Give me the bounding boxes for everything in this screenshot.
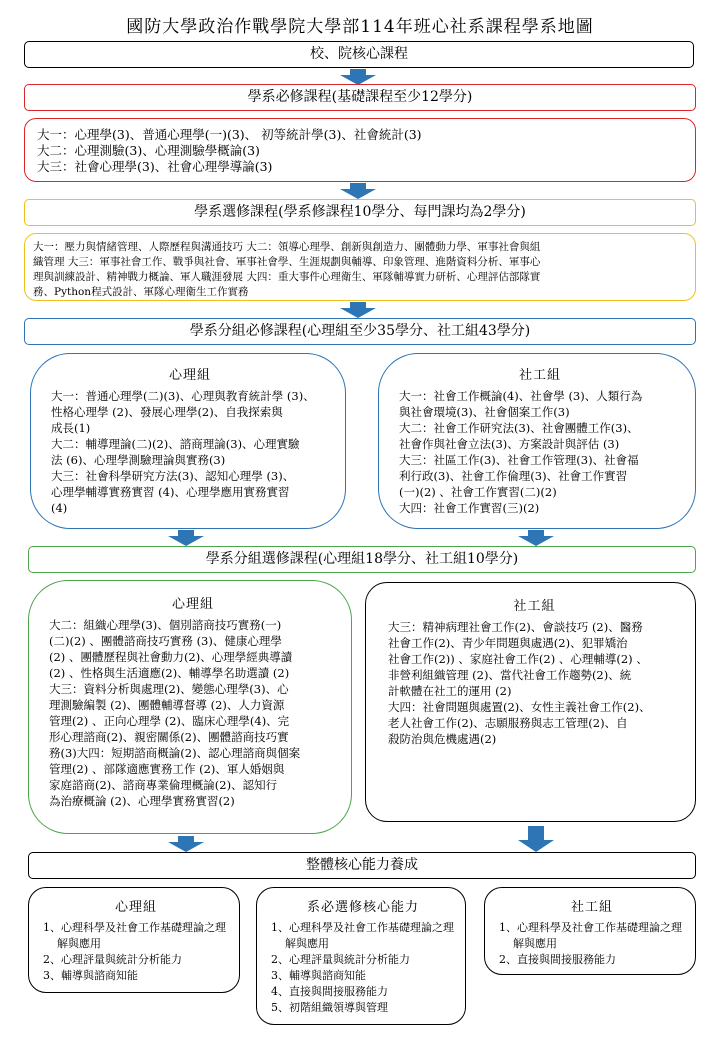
group-required-social-line: (一)(2) 、社會工作實習(二)(2) (399, 485, 557, 499)
down-arrow-icon (340, 302, 376, 318)
core-ability-middle-item: 1、心理科學及社會工作基礎理論之理解與應用 (271, 921, 454, 950)
core-ability-social-item: 1、心理科學及社會工作基礎理論之理解與應用 (499, 921, 682, 950)
core-ability-psych-item: 2、心理評量與統計分析能力 (43, 953, 182, 966)
core-ability-psych-item: 1、心理科學及社會工作基礎理論之理解與應用 (43, 921, 226, 950)
core-ability-bar: 整體核心能力養成 (28, 852, 696, 879)
down-arrow-icon (340, 69, 376, 85)
group-elective-psych-line: 務(3)大四：短期諮商概論(2)、認心理諮商與個案 (49, 746, 301, 760)
school-core-bar: 校、院核心課程 (24, 41, 694, 68)
group-required-psych-line: 心理學輔導實務實習 (4)、心理學應用實務實習 (51, 485, 290, 499)
elective-line-4: 務、Python程式設計、軍隊心理衛生工作實務 (33, 286, 249, 298)
group-elective-social-line: 非營利組織管理 (2)、當代社會工作趨勢(2)、統 (388, 668, 632, 682)
core-ability-psych-item: 3、輔導與諮商知能 (43, 969, 138, 982)
down-arrow-icon (340, 183, 376, 199)
core-ability-social-box (484, 887, 696, 975)
group-required-social-title: 社工組 (518, 368, 561, 383)
group-required-social-line: 與社會環境(3)、社會個案工作(3) (399, 405, 570, 419)
group-required-social-line: 利行政(3)、社會工作倫理(3)、社會工作實習 (399, 469, 628, 483)
down-arrow-icon (518, 530, 554, 546)
core-ability-middle-item: 2、心理評量與統計分析能力 (271, 953, 410, 966)
group-elective-social-line: 殺防治與危機處遇(2) (388, 732, 497, 746)
group-required-social-line: 大四：社會工作實習(三)(2) (399, 501, 540, 515)
elective-line-2: 織管理 大三：軍事社會工作、戰爭與社會、軍事社會學、生涯規劃與輔導、印象管理、進階資料分析、軍事心 (33, 256, 541, 268)
group-required-social-box (378, 353, 696, 529)
elective-courses-bar: 學系選修課程(學系修課程10學分、每門課均為2學分) (24, 199, 696, 226)
core-ability-middle-item: 5、初階組織領導與管理 (271, 1001, 388, 1014)
required-courses-box (24, 118, 696, 182)
group-elective-psych-line: 為治療概論 (2)、心理學實務實習(2) (49, 794, 235, 808)
group-required-psych-box (30, 353, 346, 529)
group-elective-social-line: 大三：精神病理社會工作(2)、會談技巧 (2)、醫務 (388, 620, 643, 634)
group-elective-psych-line: 形心理諮商(2)、親密關係(2)、團體諮商技巧實 (49, 730, 289, 744)
group-elective-psych-line: 管理(2) 、正向心理學 (2)、臨床心理學(4)、完 (49, 714, 290, 728)
group-required-psych-line: 成長(1) (51, 421, 91, 435)
group-elective-social-line: 計軟體在社工的運用 (2) (388, 684, 512, 698)
group-elective-psych-line: (二)(2) 、團體諮商技巧實務 (3)、健康心理學 (49, 634, 282, 648)
required-courses-bar: 學系必修課程(基礎課程至少12學分) (24, 84, 696, 111)
core-ability-social-item: 2、直接與間接服務能力 (499, 953, 616, 966)
group-required-psych-line: (4) (51, 501, 68, 515)
elective-line-1: 大一：壓力與情緒管理、人際歷程與溝通技巧 大二：領導心理學、創新與創造力、團體動力學、軍事社會與組 (33, 241, 541, 253)
group-elective-social-line: 社會工作(2)) 、家庭社會工作(2) 、心理輔導(2) 、 (388, 652, 648, 666)
core-ability-social-title: 社工組 (570, 900, 613, 915)
group-required-social-line: 大二：社會工作研究法(3)、社會團體工作(3)、 (399, 421, 639, 435)
group-required-psych-line: 大三：社會科學研究方法(3)、認知心理學 (3)、 (51, 469, 295, 483)
group-elective-psych-line: 管理(2) 、部隊適應實務工作 (2)、軍人婚姻與 (49, 762, 285, 776)
group-elective-social-line: 老人社會工作(2)、志願服務與志工管理(2)、自 (388, 716, 628, 730)
group-required-psych-line: 法 (6)、心理學測驗理論與實務(3) (51, 453, 226, 467)
core-ability-middle-title: 系必選修核心能力 (306, 900, 419, 915)
group-required-social-line: 大三：社區工作(3)、社會工作管理(3)、社會福 (399, 453, 639, 467)
required-line-1: 大一：心理學(3)、普通心理學(一)(3)、 初等統計學(3)、社會統計(3) (37, 127, 422, 142)
group-required-psych-line: 性格心理學 (2)、發展心理學(2)、自我探索與 (51, 405, 283, 419)
group-elective-psych-line: 理測驗編製 (2)、團體輔導督導 (2)、人力資源 (49, 698, 285, 712)
group-elective-psych-line: (2) 、團體歷程與社會動力(2)、心理學經典導讀 (49, 650, 293, 664)
group-elective-social-line: 社會工作(2)、青少年問題與處遇(2)、犯罪矯治 (388, 636, 628, 650)
down-arrow-icon (168, 530, 204, 546)
group-required-social-line: 大一：社會工作概論(4)、社會學 (3)、人類行為 (399, 389, 643, 403)
group-elective-social-line: 大四：社會問題與處置(2)、女性主義社會工作(2)、 (388, 700, 651, 714)
group-elective-social-title: 社工組 (513, 599, 556, 614)
core-ability-psych-title: 心理組 (114, 900, 157, 915)
group-required-social-line: 社會作與社會立法(3)、方案設計與評估 (3) (399, 437, 620, 451)
group-elective-social-box (365, 582, 696, 822)
group-required-psych-line: 大二：輔導理論(二)(2)、諮商理論(3)、心理實驗 (51, 437, 300, 451)
down-arrow-icon (168, 836, 204, 852)
group-elective-psych-line: 家庭諮商(2)、諮商專業倫理概論(2)、認知行 (49, 778, 278, 792)
required-line-2: 大二：心理測驗(3)、心理測驗學概論(3) (37, 143, 260, 158)
core-ability-middle-item: 4、直接與間接服務能力 (271, 985, 388, 998)
group-required-bar: 學系分組必修課程(心理組至少35學分、社工組43學分) (24, 318, 696, 345)
group-elective-psych-line: 大二：組織心理學(3)、個別諮商技巧實務(一) (49, 618, 282, 632)
group-elective-bar: 學系分組選修課程(心理組18學分、社工組10學分) (28, 546, 696, 573)
page-title: 國防大學政治作戰學院大學部114年班心社系課程學系地圖 (126, 17, 594, 37)
core-ability-middle-box (256, 887, 466, 1025)
group-elective-psych-title: 心理組 (171, 597, 214, 612)
group-required-psych-title: 心理組 (168, 368, 211, 383)
down-arrow-icon (518, 826, 554, 852)
group-elective-psych-box (28, 580, 352, 834)
core-ability-psych-box (28, 887, 240, 993)
core-ability-middle-item: 3、輔導與諮商知能 (271, 969, 366, 982)
group-elective-psych-line: (2) 、性格與生活適應(2)、輔導學名助選讀 (2) (49, 666, 290, 680)
group-elective-psych-line: 大三：資料分析與處理(2)、變態心理學(3)、心 (49, 682, 289, 696)
elective-courses-box (24, 233, 696, 301)
elective-line-3: 理與訓練設計、精神戰力概論、軍人職涯發展 大四：重大事件心理衛生、軍隊輔導實力研析、心理評估部隊實 (33, 271, 541, 283)
group-required-psych-line: 大一：普通心理學(二)(3)、心理與教育統計學 (3)、 (51, 389, 315, 403)
required-line-3: 大三：社會心理學(3)、社會心理學導論(3) (37, 159, 273, 174)
